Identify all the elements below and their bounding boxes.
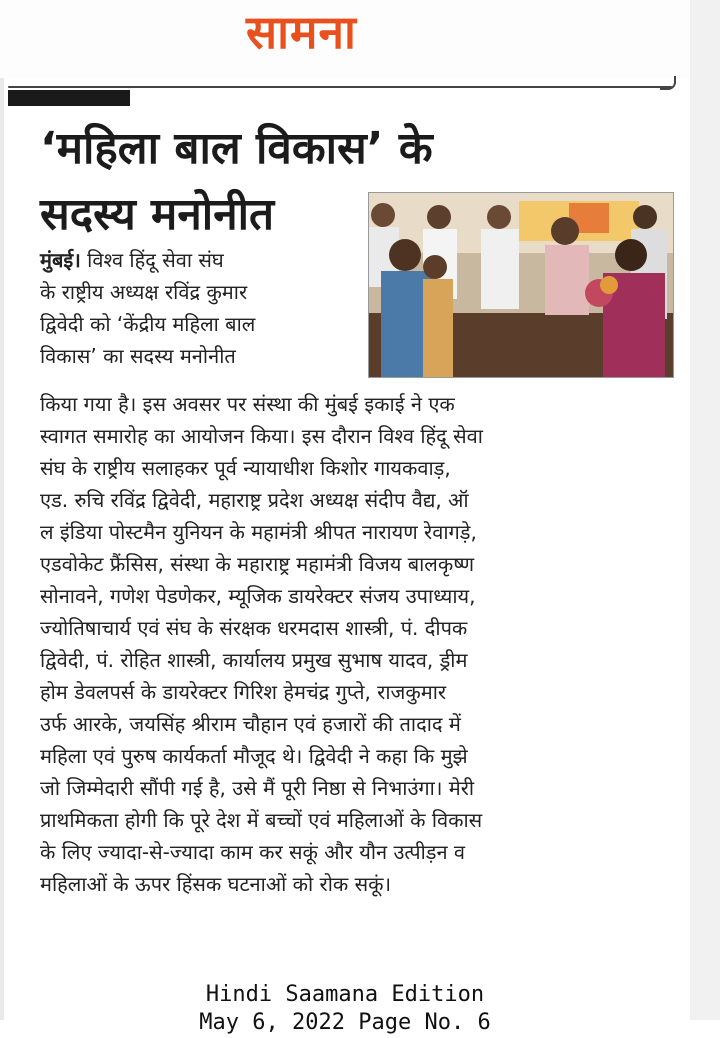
lede-line: विकास’ का सदस्य मनोनीत: [40, 344, 236, 368]
headline-line-2: सदस्य मनोनीत: [40, 189, 275, 240]
right-margin: [690, 0, 720, 1020]
body-line: किया गया है। इस अवसर पर संस्था की मुंबई इकाई ने एक: [40, 392, 455, 416]
lede-line: द्विवेदी को ‘केंद्रीय महिला बाल: [40, 312, 256, 336]
article-photo: [368, 192, 674, 378]
body-line: के लिए ज्यादा-से-ज्यादा काम कर सकूं और यौन उत्पीड़न व: [40, 840, 466, 864]
headline-line-1: ‘महिला बाल विकास’ के: [40, 123, 433, 174]
body-line: उर्फ आरके, जयसिंह श्रीराम चौहान एवं हजारों की तादाद में: [40, 712, 461, 736]
body-line: एड. रुचि रविंद्र द्विवेदी, महाराष्ट्र प्रदेश अध्यक्ष संदीप वैद्य, ऑ: [40, 488, 469, 512]
photo-illustration: [369, 193, 673, 377]
body-line: स्वागत समारोह का आयोजन किया। इस दौरान विश्व हिंदू सेवा: [40, 424, 483, 448]
body-line: होम डेवलपर्स के डायरेक्टर गिरिश हेमचंद्र गुप्ते, राजकुमार: [40, 680, 447, 704]
body-line: ज्योतिषाचार्य एवं संघ के संरक्षक धरमदास शास्त्री, पं. दीपक: [40, 616, 468, 640]
header-rule-curve: [660, 76, 676, 90]
body-line: महिलाओं के ऊपर हिंसक घटनाओं को रोक सकूं।: [40, 872, 392, 896]
lede-line-1-text: विश्व हिंदू सेवा संघ: [80, 248, 224, 272]
body-line: द्विवेदी, पं. रोहित शास्त्री, कार्यालय प्रमुख सुभाष यादव, ड्रीम: [40, 648, 468, 672]
body-line: प्राथमिकता होगी कि पूरे देश में बच्चों एवं महिलाओं के विकास: [40, 808, 483, 832]
body-line: जो जिम्मेदारी सौंपी गई है, उसे मैं पूरी निष्ठा से निभाउंगा। मेरी: [40, 776, 475, 800]
date-page-caption: May 6, 2022 Page No. 6: [199, 1010, 491, 1035]
body-line: एडवोकेट फ्रैंसिस, संस्था के महाराष्ट्र महामंत्री विजय बालकृष्ण: [40, 552, 475, 576]
lede-column: [40, 244, 360, 372]
lede-line: के राष्ट्रीय अध्यक्ष रविंद्र कुमार: [40, 280, 248, 304]
lede-line: [40, 244, 360, 276]
body-line: संघ के राष्ट्रीय सलाहकर पूर्व न्यायाधीश किशोर गायकवाड़,: [40, 456, 451, 480]
edition-caption: Hindi Saamana Edition: [205, 982, 485, 1007]
dateline: मुंबई।: [40, 248, 81, 272]
header-rule: [8, 86, 672, 88]
body-line: ल इंडिया पोस्टमैन युनियन के महामंत्री श्रीपत नारायण रेवागड़े,: [40, 520, 477, 544]
newspaper-logo: सामना: [246, 5, 357, 59]
section-marker-bar: [8, 90, 130, 106]
left-edge: [0, 0, 4, 1020]
body-line: सोनावने, गणेश पेडणेकर, म्यूजिक डायरेक्टर संजय उपाध्याय,: [40, 584, 476, 608]
body-line: महिला एवं पुरुष कार्यकर्ता मौजूद थे। द्विवेदी ने कहा कि मुझे: [40, 744, 468, 768]
article-body: [40, 388, 676, 900]
masthead: [0, 0, 690, 78]
